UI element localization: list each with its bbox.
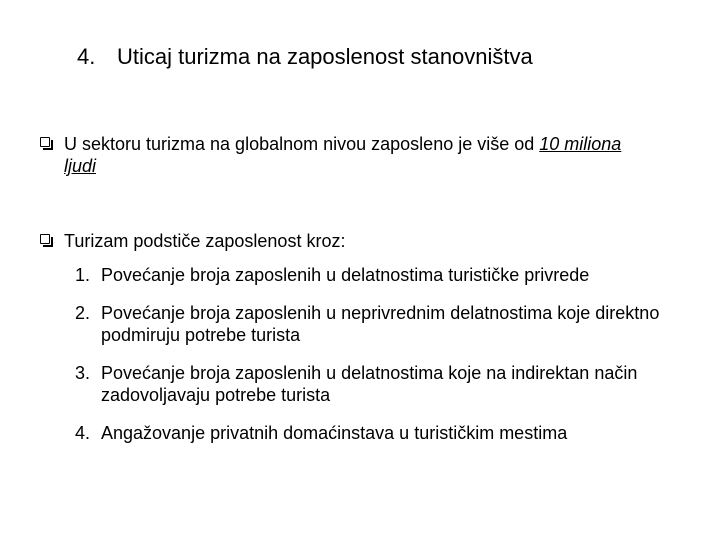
list-item-number: 1. bbox=[75, 265, 91, 285]
list-item-number: 3. bbox=[75, 363, 91, 383]
list-item bbox=[75, 264, 675, 288]
list-item bbox=[75, 362, 675, 408]
checkbox-bullet-icon bbox=[40, 137, 50, 147]
bullet-text: Turizam podstiče zaposlenost kroz: bbox=[64, 231, 346, 251]
list-item-number: 2. bbox=[75, 303, 91, 323]
list-item-text: Povećanje broja zaposlenih u delatnostima koje na indirektan način zadovoljavaju potrebe turista bbox=[101, 363, 638, 405]
list-item-text: Angažovanje privatnih domaćinstava u turističkim mestima bbox=[101, 423, 568, 443]
bullet-text-plain: U sektoru turizma na globalnom nivou zaposleno je više od bbox=[64, 134, 540, 154]
checkbox-bullet-icon bbox=[40, 234, 50, 244]
list-item bbox=[75, 422, 675, 446]
slide-title-number: 4. bbox=[77, 44, 96, 69]
list-item-number: 4. bbox=[75, 423, 91, 443]
slide-title-text: Uticaj turizma na zaposlenost stanovništva bbox=[117, 44, 533, 69]
slide-title bbox=[77, 42, 533, 72]
list-item-text: Povećanje broja zaposlenih u delatnostima turističke privrede bbox=[101, 265, 590, 285]
list-item-text: Povećanje broja zaposlenih u neprivrednim delatnostima koje direktno podmiruju potrebe turista bbox=[101, 303, 660, 345]
bullet-item bbox=[40, 230, 660, 254]
bullet-text bbox=[64, 133, 624, 177]
list-item bbox=[75, 302, 675, 348]
bullet-item bbox=[40, 133, 660, 179]
bullet-text-emphasis: 10 miliona ljudi bbox=[64, 134, 622, 176]
